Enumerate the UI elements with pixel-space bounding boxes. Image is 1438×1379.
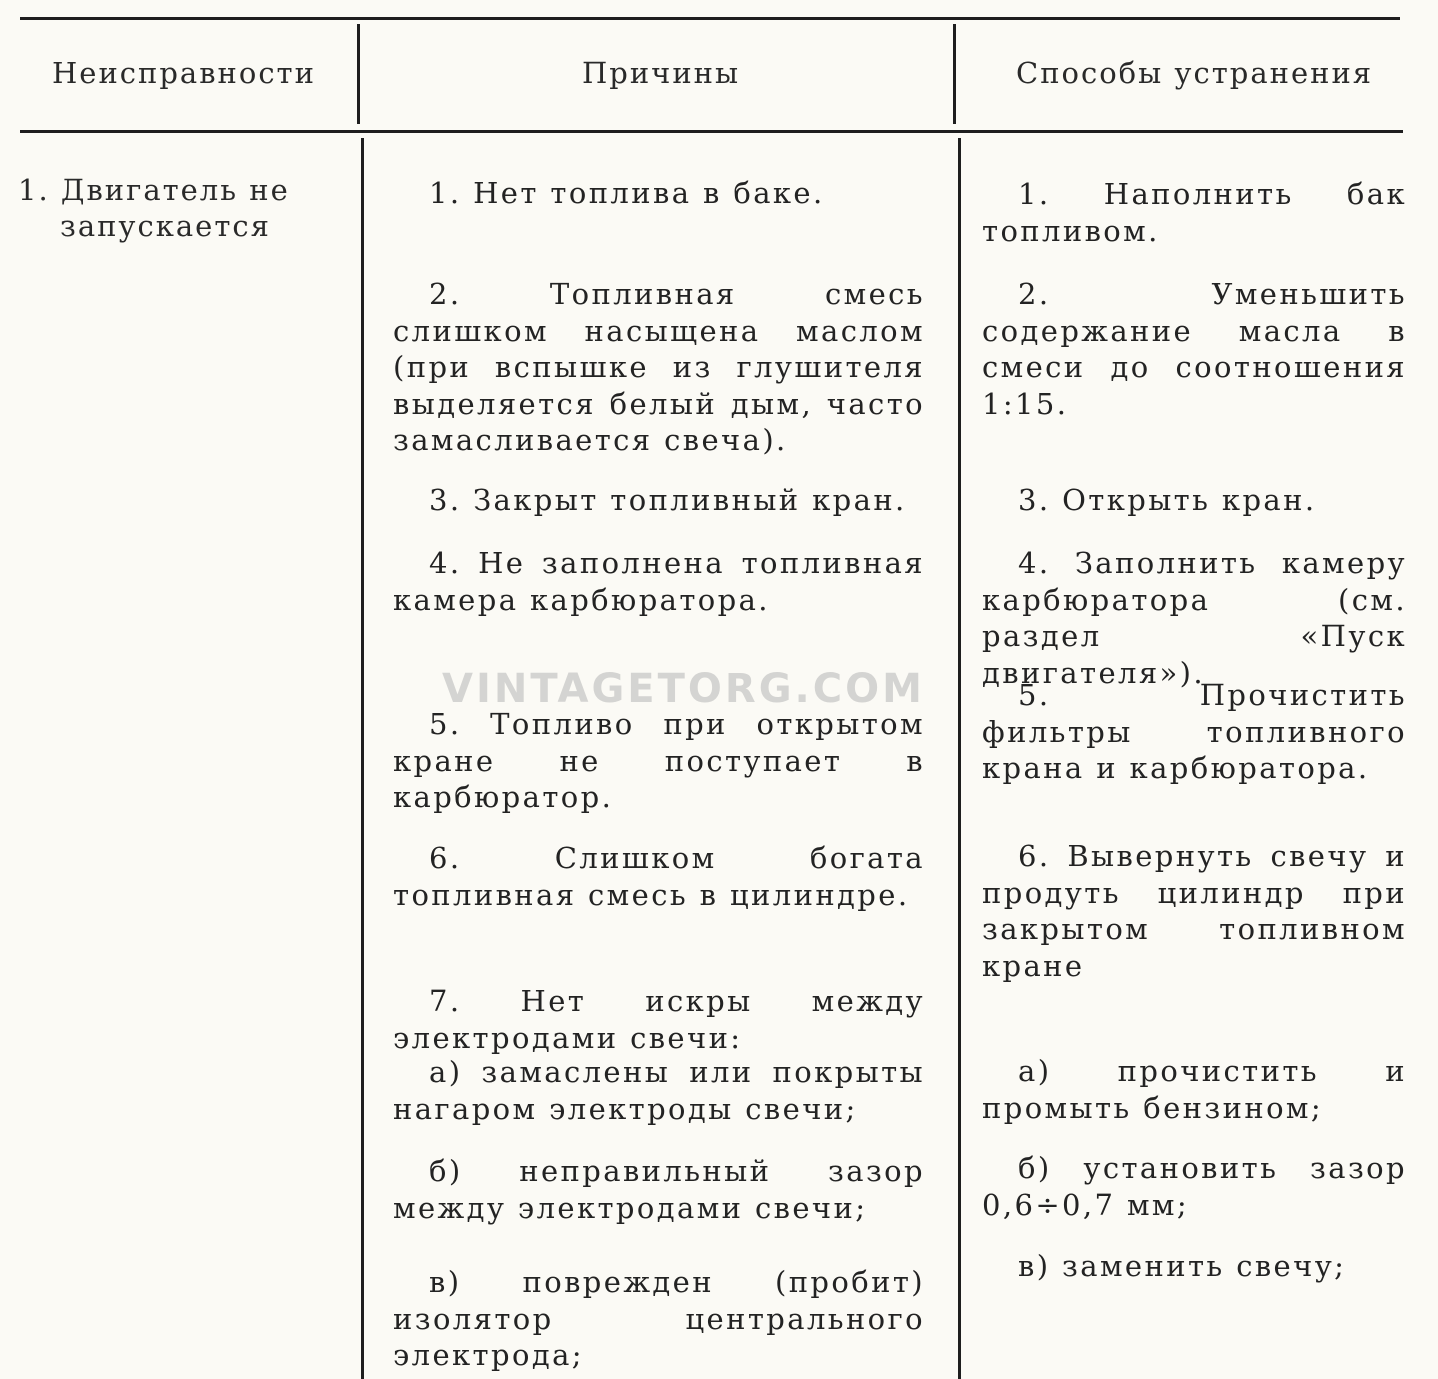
- cause-7c: в) поврежден (пробит) изолятор центрального электрода;: [393, 1265, 925, 1372]
- column-divider-2-body: [958, 138, 961, 1379]
- remedy-6: 6. Вывернуть свечу и продуть цилиндр при закрытом топливном кране: [982, 839, 1407, 983]
- header-causes: Причины: [582, 56, 741, 90]
- fault-cell: [18, 172, 338, 244]
- remedy-2: 2. Уменьшить содержание масла в смеси до соотношения 1:15.: [982, 277, 1407, 421]
- fault-line-1: 1. Двигатель не: [18, 173, 290, 207]
- cause-5: 5. Топливо при открытом кране не поступает в карбюратор.: [393, 707, 925, 814]
- remedy-1: 1. Наполнить бак топливом.: [982, 177, 1407, 248]
- cause-2: 2. Топливная смесь слишком насыщена маслом (при вспышке из глушителя выделяется белый дым, часто замасливается свеча).: [393, 277, 925, 457]
- table-top-rule: [20, 17, 1400, 20]
- cause-3: 3. Закрыт топливный кран.: [429, 483, 907, 517]
- cause-7a: а) замаслены или покрыты нагаром электроды свечи;: [393, 1055, 925, 1126]
- cause-6: 6. Слишком богата топливная смесь в цилиндре.: [393, 841, 925, 912]
- cause-1: 1. Нет топлива в баке.: [429, 176, 825, 210]
- column-divider-1: [357, 24, 360, 124]
- cause-7: 7. Нет искры между электродами свечи:: [393, 984, 925, 1055]
- header-bottom-rule: [20, 130, 1403, 133]
- remedy-5: 5. Прочистить фильтры топливного крана и карбюратора.: [982, 678, 1407, 785]
- remedy-7c: в) заменить свечу;: [1018, 1249, 1347, 1283]
- remedy-7a: а) прочистить и промыть бензином;: [982, 1054, 1407, 1125]
- column-divider-2: [953, 24, 956, 124]
- column-divider-1-body: [361, 138, 364, 1379]
- remedy-4: 4. Заполнить камеру карбюратора (см. раздел «Пуск двигателя»).: [982, 546, 1407, 690]
- cause-4: 4. Не заполнена топливная камера карбюратора.: [393, 546, 925, 617]
- header-remedies: Способы устранения: [1016, 56, 1374, 90]
- remedy-3: 3. Открыть кран.: [1018, 483, 1317, 517]
- watermark: VINTAGETORG.COM: [442, 666, 925, 712]
- cause-7b: б) неправильный зазор между электродами свечи;: [393, 1154, 925, 1225]
- remedy-7b: б) установить зазор 0,6÷0,7 мм;: [982, 1151, 1407, 1222]
- fault-line-2: запускается: [60, 209, 271, 243]
- header-faults: Неисправности: [52, 56, 316, 90]
